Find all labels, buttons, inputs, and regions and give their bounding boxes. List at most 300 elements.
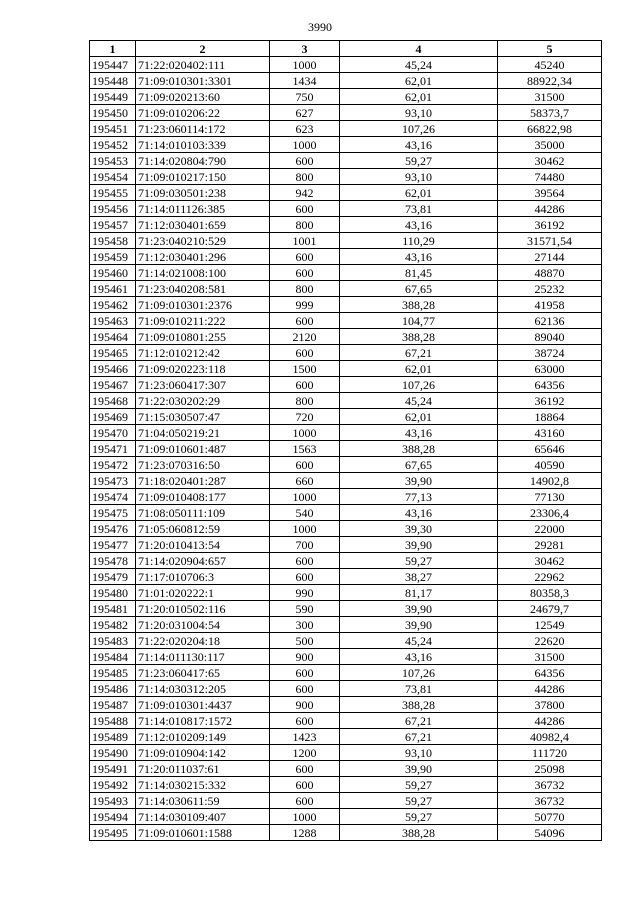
value-cell: 41958 <box>498 297 602 313</box>
row-number-cell: 195467 <box>90 377 136 393</box>
value-cell: 58373,7 <box>498 105 602 121</box>
row-number-cell: 195484 <box>90 649 136 665</box>
rate-cell: 59,27 <box>340 777 498 793</box>
table-row <box>90 489 602 505</box>
row-number-cell: 195465 <box>90 345 136 361</box>
rate-cell: 107,26 <box>340 121 498 137</box>
table-row <box>90 825 602 841</box>
rate-cell: 39,90 <box>340 761 498 777</box>
cadastral-number-cell: 71:09:010601:487 <box>136 441 270 457</box>
page-number: 3990 <box>308 20 332 34</box>
value-cell: 38724 <box>498 345 602 361</box>
value-cell: 111720 <box>498 745 602 761</box>
row-number-cell: 195486 <box>90 681 136 697</box>
area-cell: 1288 <box>270 825 340 841</box>
row-number-cell: 195485 <box>90 665 136 681</box>
row-number-cell: 195493 <box>90 793 136 809</box>
value-cell: 24679,7 <box>498 601 602 617</box>
table-row <box>90 121 602 137</box>
row-number-cell: 195482 <box>90 617 136 633</box>
value-cell: 37800 <box>498 697 602 713</box>
row-number-cell: 195488 <box>90 713 136 729</box>
rate-cell: 39,90 <box>340 473 498 489</box>
table-row <box>90 329 602 345</box>
area-cell: 800 <box>270 217 340 233</box>
area-cell: 700 <box>270 537 340 553</box>
value-cell: 65646 <box>498 441 602 457</box>
rate-cell: 62,01 <box>340 73 498 89</box>
area-cell: 1500 <box>270 361 340 377</box>
table-row <box>90 393 602 409</box>
table-row <box>90 473 602 489</box>
value-cell: 50770 <box>498 809 602 825</box>
value-cell: 40590 <box>498 457 602 473</box>
rate-cell: 43,16 <box>340 217 498 233</box>
value-cell: 40982,4 <box>498 729 602 745</box>
rate-cell: 388,28 <box>340 329 498 345</box>
table-row <box>90 217 602 233</box>
cadastral-number-cell: 71:14:010817:1572 <box>136 713 270 729</box>
row-number-cell: 195449 <box>90 89 136 105</box>
area-cell: 600 <box>270 569 340 585</box>
area-cell: 627 <box>270 105 340 121</box>
table-row <box>90 137 602 153</box>
column-header-1: 1 <box>90 41 136 57</box>
area-cell: 600 <box>270 665 340 681</box>
cadastral-number-cell: 71:09:020223:118 <box>136 361 270 377</box>
table-row <box>90 361 602 377</box>
cadastral-number-cell: 71:08:050111:109 <box>136 505 270 521</box>
table-row <box>90 105 602 121</box>
table-row <box>90 681 602 697</box>
row-number-cell: 195481 <box>90 601 136 617</box>
table-row <box>90 633 602 649</box>
cadastral-number-cell: 71:12:010209:149 <box>136 729 270 745</box>
value-cell: 44286 <box>498 201 602 217</box>
rate-cell: 38,27 <box>340 569 498 585</box>
area-cell: 1000 <box>270 489 340 505</box>
rate-cell: 43,16 <box>340 137 498 153</box>
area-cell: 1000 <box>270 57 340 73</box>
row-number-cell: 195471 <box>90 441 136 457</box>
cadastral-number-cell: 71:20:010502:116 <box>136 601 270 617</box>
area-cell: 900 <box>270 697 340 713</box>
value-cell: 18864 <box>498 409 602 425</box>
cadastral-number-cell: 71:14:030312:205 <box>136 681 270 697</box>
value-cell: 54096 <box>498 825 602 841</box>
table-row <box>90 57 602 73</box>
value-cell: 25098 <box>498 761 602 777</box>
table-row <box>90 457 602 473</box>
cadastral-number-cell: 71:09:030501:238 <box>136 185 270 201</box>
area-cell: 720 <box>270 409 340 425</box>
table-row <box>90 601 602 617</box>
rate-cell: 39,30 <box>340 521 498 537</box>
cadastral-number-cell: 71:12:010212:42 <box>136 345 270 361</box>
value-cell: 80358,3 <box>498 585 602 601</box>
cadastral-number-cell: 71:09:010206:22 <box>136 105 270 121</box>
cadastral-number-cell: 71:01:020222:1 <box>136 585 270 601</box>
cadastral-number-cell: 71:04:050219:21 <box>136 425 270 441</box>
table-row <box>90 201 602 217</box>
area-cell: 1000 <box>270 521 340 537</box>
table-body <box>90 57 602 841</box>
cadastral-number-cell: 71:05:060812:59 <box>136 521 270 537</box>
cadastral-number-cell: 71:14:030109:407 <box>136 809 270 825</box>
table-row <box>90 777 602 793</box>
cadastral-number-cell: 71:09:010408:177 <box>136 489 270 505</box>
table-row <box>90 249 602 265</box>
cadastral-number-cell: 71:09:010301:2376 <box>136 297 270 313</box>
area-cell: 623 <box>270 121 340 137</box>
value-cell: 44286 <box>498 681 602 697</box>
rate-cell: 67,21 <box>340 729 498 745</box>
value-cell: 44286 <box>498 713 602 729</box>
table-row <box>90 537 602 553</box>
row-number-cell: 195452 <box>90 137 136 153</box>
row-number-cell: 195477 <box>90 537 136 553</box>
value-cell: 12549 <box>498 617 602 633</box>
table-row <box>90 377 602 393</box>
rate-cell: 59,27 <box>340 553 498 569</box>
rate-cell: 107,26 <box>340 377 498 393</box>
area-cell: 800 <box>270 281 340 297</box>
area-cell: 600 <box>270 713 340 729</box>
rate-cell: 43,16 <box>340 425 498 441</box>
row-number-cell: 195489 <box>90 729 136 745</box>
table-row <box>90 521 602 537</box>
area-cell: 1001 <box>270 233 340 249</box>
area-cell: 600 <box>270 761 340 777</box>
cadastral-number-cell: 71:20:010413:54 <box>136 537 270 553</box>
value-cell: 30462 <box>498 153 602 169</box>
rate-cell: 388,28 <box>340 825 498 841</box>
rate-cell: 45,24 <box>340 393 498 409</box>
row-number-cell: 195464 <box>90 329 136 345</box>
table-row <box>90 665 602 681</box>
rate-cell: 62,01 <box>340 361 498 377</box>
cadastral-number-cell: 71:22:020204:18 <box>136 633 270 649</box>
cadastral-number-cell: 71:15:030507:47 <box>136 409 270 425</box>
row-number-cell: 195478 <box>90 553 136 569</box>
table-row <box>90 713 602 729</box>
table-row <box>90 649 602 665</box>
rate-cell: 388,28 <box>340 297 498 313</box>
area-cell: 540 <box>270 505 340 521</box>
row-number-cell: 195474 <box>90 489 136 505</box>
area-cell: 1434 <box>270 73 340 89</box>
value-cell: 45240 <box>498 57 602 73</box>
table-row <box>90 281 602 297</box>
cadastral-number-cell: 71:17:010706:3 <box>136 569 270 585</box>
row-number-cell: 195483 <box>90 633 136 649</box>
rate-cell: 67,21 <box>340 713 498 729</box>
value-cell: 22000 <box>498 521 602 537</box>
area-cell: 500 <box>270 633 340 649</box>
rate-cell: 93,10 <box>340 105 498 121</box>
area-cell: 1563 <box>270 441 340 457</box>
cadastral-number-cell: 71:14:011126:385 <box>136 201 270 217</box>
value-cell: 62136 <box>498 313 602 329</box>
value-cell: 23306,4 <box>498 505 602 521</box>
cadastral-number-cell: 71:22:020402:111 <box>136 57 270 73</box>
rate-cell: 77,13 <box>340 489 498 505</box>
table-row <box>90 553 602 569</box>
value-cell: 22962 <box>498 569 602 585</box>
cadastral-number-cell: 71:12:030401:659 <box>136 217 270 233</box>
row-number-cell: 195492 <box>90 777 136 793</box>
rate-cell: 81,17 <box>340 585 498 601</box>
value-cell: 64356 <box>498 377 602 393</box>
rate-cell: 43,16 <box>340 649 498 665</box>
area-cell: 600 <box>270 153 340 169</box>
area-cell: 2120 <box>270 329 340 345</box>
rate-cell: 43,16 <box>340 249 498 265</box>
value-cell: 36192 <box>498 217 602 233</box>
table-row <box>90 265 602 281</box>
rate-cell: 45,24 <box>340 57 498 73</box>
rate-cell: 39,90 <box>340 617 498 633</box>
rate-cell: 39,90 <box>340 537 498 553</box>
row-number-cell: 195487 <box>90 697 136 713</box>
row-number-cell: 195479 <box>90 569 136 585</box>
cadastral-number-cell: 71:09:010217:150 <box>136 169 270 185</box>
cadastral-number-cell: 71:09:010601:1588 <box>136 825 270 841</box>
row-number-cell: 195468 <box>90 393 136 409</box>
area-cell: 660 <box>270 473 340 489</box>
rate-cell: 62,01 <box>340 89 498 105</box>
row-number-cell: 195473 <box>90 473 136 489</box>
table-row <box>90 313 602 329</box>
rate-cell: 104,77 <box>340 313 498 329</box>
row-number-cell: 195459 <box>90 249 136 265</box>
table-row <box>90 569 602 585</box>
row-number-cell: 195490 <box>90 745 136 761</box>
table-row <box>90 185 602 201</box>
value-cell: 25232 <box>498 281 602 297</box>
row-number-cell: 195480 <box>90 585 136 601</box>
row-number-cell: 195454 <box>90 169 136 185</box>
table-row <box>90 73 602 89</box>
value-cell: 43160 <box>498 425 602 441</box>
table-row <box>90 441 602 457</box>
area-cell: 999 <box>270 297 340 313</box>
cadastral-number-cell: 71:14:020904:657 <box>136 553 270 569</box>
cadastral-number-cell: 71:20:011037:61 <box>136 761 270 777</box>
rate-cell: 81,45 <box>340 265 498 281</box>
table-row <box>90 425 602 441</box>
area-cell: 600 <box>270 249 340 265</box>
rate-cell: 62,01 <box>340 185 498 201</box>
value-cell: 22620 <box>498 633 602 649</box>
row-number-cell: 195447 <box>90 57 136 73</box>
cadastral-number-cell: 71:09:010301:4437 <box>136 697 270 713</box>
area-cell: 600 <box>270 345 340 361</box>
value-cell: 66822,98 <box>498 121 602 137</box>
row-number-cell: 195476 <box>90 521 136 537</box>
column-header-4: 4 <box>340 41 498 57</box>
cadastral-number-cell: 71:23:040208:581 <box>136 281 270 297</box>
table-row <box>90 233 602 249</box>
header-row <box>90 41 602 57</box>
row-number-cell: 195456 <box>90 201 136 217</box>
value-cell: 29281 <box>498 537 602 553</box>
row-number-cell: 195463 <box>90 313 136 329</box>
column-header-5: 5 <box>498 41 602 57</box>
rate-cell: 93,10 <box>340 169 498 185</box>
rate-cell: 107,26 <box>340 665 498 681</box>
row-number-cell: 195494 <box>90 809 136 825</box>
value-cell: 77130 <box>498 489 602 505</box>
table-row <box>90 617 602 633</box>
value-cell: 48870 <box>498 265 602 281</box>
table-row <box>90 585 602 601</box>
area-cell: 900 <box>270 649 340 665</box>
value-cell: 89040 <box>498 329 602 345</box>
cadastral-number-cell: 71:14:030215:332 <box>136 777 270 793</box>
area-cell: 600 <box>270 777 340 793</box>
cadastral-number-cell: 71:23:040210:529 <box>136 233 270 249</box>
cadastral-number-cell: 71:14:020804:790 <box>136 153 270 169</box>
cadastral-number-cell: 71:18:020401:287 <box>136 473 270 489</box>
table-row <box>90 809 602 825</box>
cadastral-number-cell: 71:12:030401:296 <box>136 249 270 265</box>
area-cell: 1000 <box>270 425 340 441</box>
cadastral-number-cell: 71:09:020213:60 <box>136 89 270 105</box>
cadastral-number-cell: 71:23:060417:307 <box>136 377 270 393</box>
row-number-cell: 195460 <box>90 265 136 281</box>
area-cell: 600 <box>270 265 340 281</box>
area-cell: 750 <box>270 89 340 105</box>
table-row <box>90 745 602 761</box>
rate-cell: 45,24 <box>340 633 498 649</box>
cadastral-number-cell: 71:09:010801:255 <box>136 329 270 345</box>
table-row <box>90 345 602 361</box>
table-row <box>90 409 602 425</box>
cadastral-number-cell: 71:09:010301:3301 <box>136 73 270 89</box>
table-row <box>90 169 602 185</box>
column-header-3: 3 <box>270 41 340 57</box>
rate-cell: 93,10 <box>340 745 498 761</box>
rate-cell: 73,81 <box>340 201 498 217</box>
row-number-cell: 195466 <box>90 361 136 377</box>
rate-cell: 388,28 <box>340 441 498 457</box>
rate-cell: 67,21 <box>340 345 498 361</box>
rate-cell: 39,90 <box>340 601 498 617</box>
rate-cell: 67,65 <box>340 457 498 473</box>
table-row <box>90 153 602 169</box>
value-cell: 36732 <box>498 793 602 809</box>
area-cell: 1423 <box>270 729 340 745</box>
row-number-cell: 195457 <box>90 217 136 233</box>
area-cell: 600 <box>270 377 340 393</box>
row-number-cell: 195462 <box>90 297 136 313</box>
rate-cell: 73,81 <box>340 681 498 697</box>
value-cell: 31571,54 <box>498 233 602 249</box>
cadastral-number-cell: 71:14:011130:117 <box>136 649 270 665</box>
table-row <box>90 697 602 713</box>
cadastral-number-cell: 71:22:030202:29 <box>136 393 270 409</box>
value-cell: 39564 <box>498 185 602 201</box>
row-number-cell: 195491 <box>90 761 136 777</box>
cadastral-number-cell: 71:20:031004:54 <box>136 617 270 633</box>
table-row <box>90 297 602 313</box>
row-number-cell: 195451 <box>90 121 136 137</box>
rate-cell: 59,27 <box>340 153 498 169</box>
value-cell: 74480 <box>498 169 602 185</box>
row-number-cell: 195461 <box>90 281 136 297</box>
area-cell: 600 <box>270 201 340 217</box>
cadastral-number-cell: 71:09:010904:142 <box>136 745 270 761</box>
rate-cell: 43,16 <box>340 505 498 521</box>
cadastral-number-cell: 71:14:030611:59 <box>136 793 270 809</box>
value-cell: 35000 <box>498 137 602 153</box>
value-cell: 64356 <box>498 665 602 681</box>
area-cell: 1200 <box>270 745 340 761</box>
row-number-cell: 195450 <box>90 105 136 121</box>
column-header-2: 2 <box>136 41 270 57</box>
row-number-cell: 195448 <box>90 73 136 89</box>
value-cell: 31500 <box>498 649 602 665</box>
value-cell: 88922,34 <box>498 73 602 89</box>
table-row <box>90 505 602 521</box>
rate-cell: 59,27 <box>340 809 498 825</box>
row-number-cell: 195455 <box>90 185 136 201</box>
row-number-cell: 195475 <box>90 505 136 521</box>
table-row <box>90 89 602 105</box>
row-number-cell: 195472 <box>90 457 136 473</box>
area-cell: 1000 <box>270 809 340 825</box>
row-number-cell: 195458 <box>90 233 136 249</box>
value-cell: 30462 <box>498 553 602 569</box>
cadastral-number-cell: 71:14:021008:100 <box>136 265 270 281</box>
value-cell: 36192 <box>498 393 602 409</box>
area-cell: 942 <box>270 185 340 201</box>
rate-cell: 388,28 <box>340 697 498 713</box>
cadastral-number-cell: 71:23:070316:50 <box>136 457 270 473</box>
value-cell: 14902,8 <box>498 473 602 489</box>
value-cell: 31500 <box>498 89 602 105</box>
value-cell: 27144 <box>498 249 602 265</box>
area-cell: 800 <box>270 169 340 185</box>
area-cell: 600 <box>270 313 340 329</box>
row-number-cell: 195495 <box>90 825 136 841</box>
row-number-cell: 195470 <box>90 425 136 441</box>
area-cell: 600 <box>270 553 340 569</box>
area-cell: 800 <box>270 393 340 409</box>
rate-cell: 110,29 <box>340 233 498 249</box>
rate-cell: 67,65 <box>340 281 498 297</box>
area-cell: 600 <box>270 681 340 697</box>
table-row <box>90 793 602 809</box>
area-cell: 600 <box>270 793 340 809</box>
rate-cell: 59,27 <box>340 793 498 809</box>
cadastral-number-cell: 71:09:010211:222 <box>136 313 270 329</box>
value-cell: 36732 <box>498 777 602 793</box>
table-row <box>90 761 602 777</box>
table-row <box>90 729 602 745</box>
row-number-cell: 195469 <box>90 409 136 425</box>
data-table <box>89 40 602 841</box>
cadastral-number-cell: 71:23:060114:172 <box>136 121 270 137</box>
cadastral-number-cell: 71:14:010103:339 <box>136 137 270 153</box>
area-cell: 590 <box>270 601 340 617</box>
area-cell: 600 <box>270 457 340 473</box>
area-cell: 990 <box>270 585 340 601</box>
value-cell: 63000 <box>498 361 602 377</box>
row-number-cell: 195453 <box>90 153 136 169</box>
cadastral-number-cell: 71:23:060417:65 <box>136 665 270 681</box>
